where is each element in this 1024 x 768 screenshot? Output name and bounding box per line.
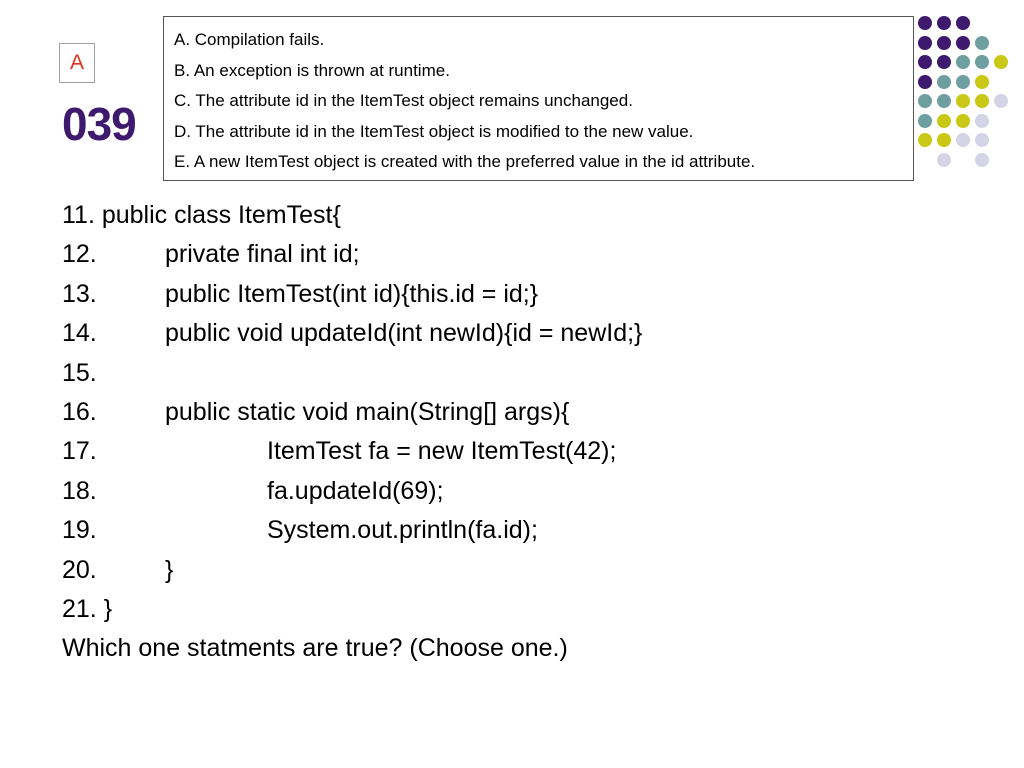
options-panel <box>163 16 914 181</box>
decorative-dot <box>975 94 989 108</box>
option-c: C. The attribute id in the ItemTest object remains unchanged. <box>174 91 633 110</box>
code-line-number: 20. <box>62 555 97 584</box>
decorative-dot <box>937 16 951 30</box>
decorative-dot <box>918 75 932 89</box>
option-d: D. The attribute id in the ItemTest object is modified to the new value. <box>174 121 694 141</box>
code-line-number: 15. <box>62 358 97 387</box>
decorative-dot <box>956 36 970 50</box>
decorative-dot <box>975 55 989 69</box>
decorative-dot <box>918 114 932 128</box>
decorative-dot <box>956 114 970 128</box>
decorative-dot <box>956 55 970 69</box>
code-line-number: 16. <box>62 397 97 426</box>
code-line-text: public ItemTest(int id){this.id = id;} <box>165 279 539 308</box>
decorative-dot <box>918 94 932 108</box>
code-line-number: 17. <box>62 437 97 466</box>
decorative-dot <box>937 114 951 128</box>
code-line-number: 11. public class ItemTest{ <box>62 201 341 229</box>
code-line-text: ItemTest fa = new ItemTest(42); <box>267 437 617 466</box>
decorative-dot <box>975 133 989 147</box>
code-line-text: System.out.println(fa.id); <box>267 516 538 545</box>
option-e: E. A new ItemTest object is created with the preferred value in the id attribute. <box>174 152 756 171</box>
decorative-dot <box>975 75 989 89</box>
code-line-text: private final int id; <box>165 240 360 269</box>
decorative-dot <box>956 133 970 147</box>
decorative-dot <box>918 36 932 50</box>
code-line-text: fa.updateId(69); <box>267 476 444 505</box>
decorative-dot <box>975 153 989 167</box>
decorative-dot <box>994 94 1008 108</box>
question-number: 039 <box>62 98 136 150</box>
decorative-dot <box>937 133 951 147</box>
decorative-dot <box>918 55 932 69</box>
decorative-dot <box>975 114 989 128</box>
decorative-dot <box>937 55 951 69</box>
decorative-dot <box>937 36 951 50</box>
code-line-number: 13. <box>62 279 97 308</box>
decorative-dot <box>918 133 932 147</box>
decorative-dot <box>937 75 951 89</box>
decorative-dot <box>918 16 932 30</box>
decorative-dot <box>956 16 970 30</box>
code-line-text: public void updateId(int newId){id = newId;} <box>165 319 643 348</box>
code-line-text: } <box>165 555 174 584</box>
code-line-number: 14. <box>62 319 97 348</box>
question-prompt: Which one statments are true? (Choose one.) <box>62 634 568 662</box>
decorative-dot <box>956 94 970 108</box>
option-b: B. An exception is thrown at runtime. <box>174 60 450 80</box>
decorative-dot <box>956 75 970 89</box>
answer-label: A <box>59 43 95 83</box>
code-line-number: 18. <box>62 476 97 505</box>
decorative-dot <box>975 36 989 50</box>
code-line-number: 12. <box>62 240 97 269</box>
code-line-text: public static void main(String[] args){ <box>165 397 570 426</box>
decorative-dot <box>937 94 951 108</box>
decorative-dot <box>937 153 951 167</box>
option-a: A. Compilation fails. <box>174 30 325 49</box>
decorative-dot <box>994 55 1008 69</box>
code-line-number: 19. <box>62 516 97 545</box>
code-line-number: 21. } <box>62 594 113 623</box>
